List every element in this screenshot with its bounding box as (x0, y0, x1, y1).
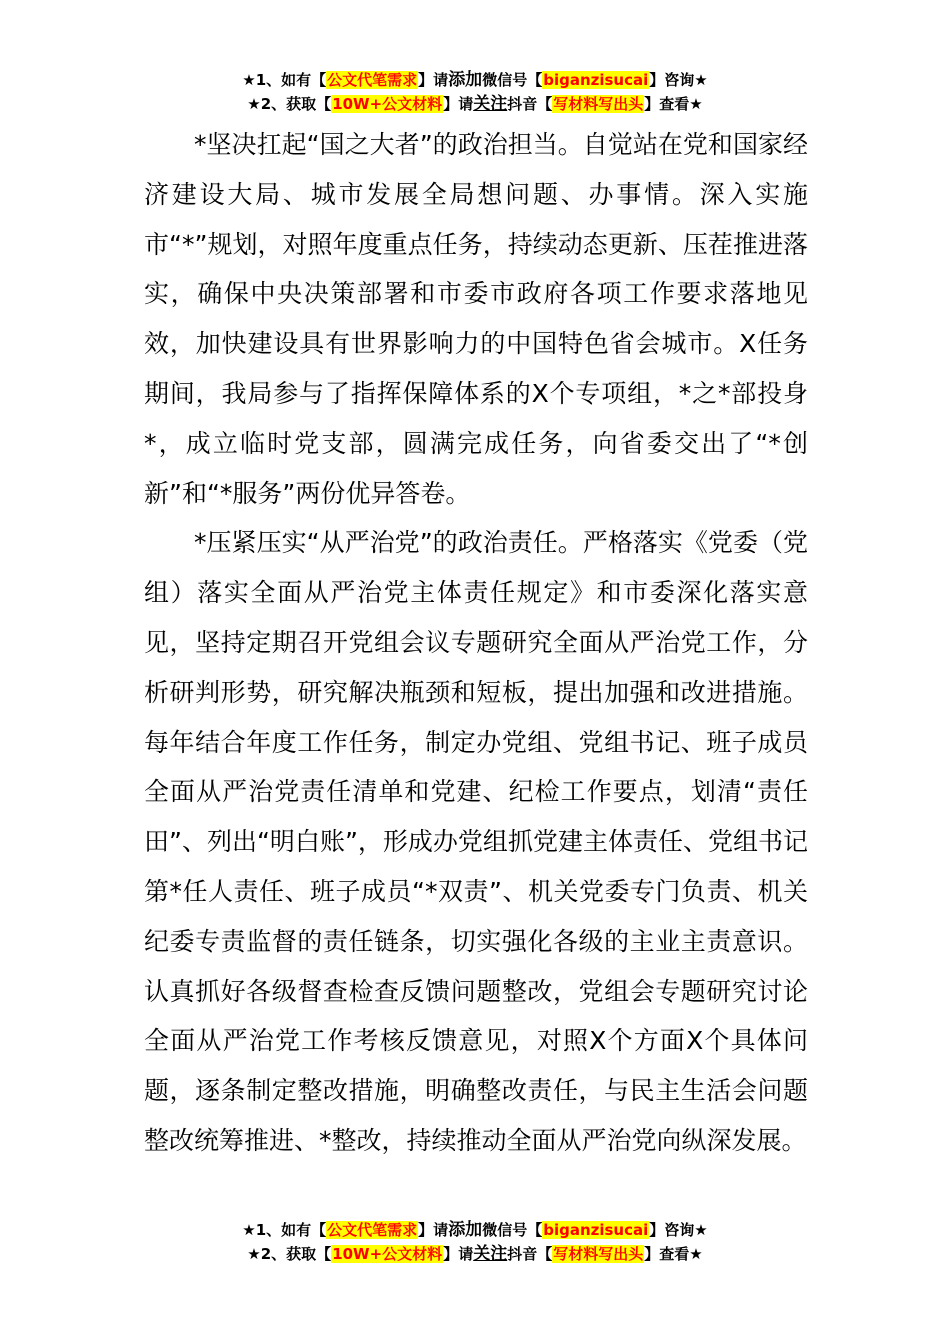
promo-emphasis: 关注 (473, 94, 508, 114)
promo-emphasis: 添加 (448, 70, 483, 90)
promo-emphasis: 关注 (473, 1244, 508, 1264)
promo-highlight-materials: 10W+公文材料 (332, 1245, 443, 1263)
promo-line-2 (0, 92, 950, 116)
promo-prefix: ★1、如有【 (242, 1221, 327, 1239)
promo-highlight-douyin: 写材料写出头 (553, 1245, 644, 1263)
promo-prefix: ★2、获取【 (247, 1245, 332, 1263)
paragraph-strict-governance: *压紧压实“从严治党”的政治责任。严格落实《党委（党组）落实全面从严治党主体责任规定》和市委深化落实意见，坚持定期召开党组会议专题研究全面从严治党工作，分析研判形势，研究解决瓶颈和短板，提出加强和改进措施。每年结合年度工作任务，制定办党组、党组书记、班子成员全面从严治党责任清单和党建、纪检工作要点，划清“责任田”、列出“明白账”，形成办党组抓党建主体责任、党组书记第*任人责任、班子成员“*双责”、机关党委专门负责、机关纪委专责监督的责任链条，切实强化各级的主业主责意识。认真抓好各级督查检查反馈问题整改，党组会专题研究讨论全面从严治党工作考核反馈意见，对照X个方面X个具体问题，逐条制定整改措施，明确整改责任，与民主生活会问题整改统筹推进、*整改，持续推动全面从严治党向纵深发展。 (144, 528, 808, 1155)
promo-suffix: 】咨询★ (649, 71, 708, 89)
promo-highlight-wechat-id: biganzisucai (543, 71, 649, 89)
promo-text: 】请 (443, 1245, 474, 1263)
promo-text: 微信号【 (482, 1221, 543, 1239)
promo-text: 抖音【 (507, 95, 553, 113)
bottom-promo-banner (0, 1218, 950, 1266)
promo-text: 】请 (418, 1221, 449, 1239)
promo-line-2 (0, 1242, 950, 1266)
top-promo-banner (0, 68, 950, 116)
promo-highlight-service: 公文代笔需求 (327, 71, 418, 89)
promo-emphasis: 添加 (448, 1220, 483, 1240)
paragraph-political-responsibility: *坚决扛起“国之大者”的政治担当。自觉站在党和国家经济建设大局、城市发展全局想问题、办事情。深入实施市“*”规划，对照年度重点任务，持续动态更新、压茬推进落实，确保中央决策部署和市委市政府各项工作要求落地见效，加快建设具有世界影响力的中国特色省会城市。X任务期间，我局参与了指挥保障体系的X个专项组，*之*部投身*，成立临时党支部，圆满完成任务，向省委交出了“*创新”和“*服务”两份优异答卷。 (144, 130, 808, 508)
promo-text: 微信号【 (482, 71, 543, 89)
promo-highlight-materials: 10W+公文材料 (332, 95, 443, 113)
promo-suffix: 】查看★ (644, 1245, 703, 1263)
promo-line-1 (0, 68, 950, 92)
promo-highlight-douyin: 写材料写出头 (553, 95, 644, 113)
promo-highlight-service: 公文代笔需求 (327, 1221, 418, 1239)
promo-highlight-wechat-id: biganzisucai (543, 1221, 649, 1239)
promo-line-1 (0, 1218, 950, 1242)
promo-prefix: ★1、如有【 (242, 71, 327, 89)
promo-text: 】请 (418, 71, 449, 89)
promo-suffix: 】咨询★ (649, 1221, 708, 1239)
promo-text: 抖音【 (507, 1245, 553, 1263)
promo-suffix: 】查看★ (644, 95, 703, 113)
document-body (144, 120, 808, 1166)
promo-text: 】请 (443, 95, 474, 113)
promo-prefix: ★2、获取【 (247, 95, 332, 113)
